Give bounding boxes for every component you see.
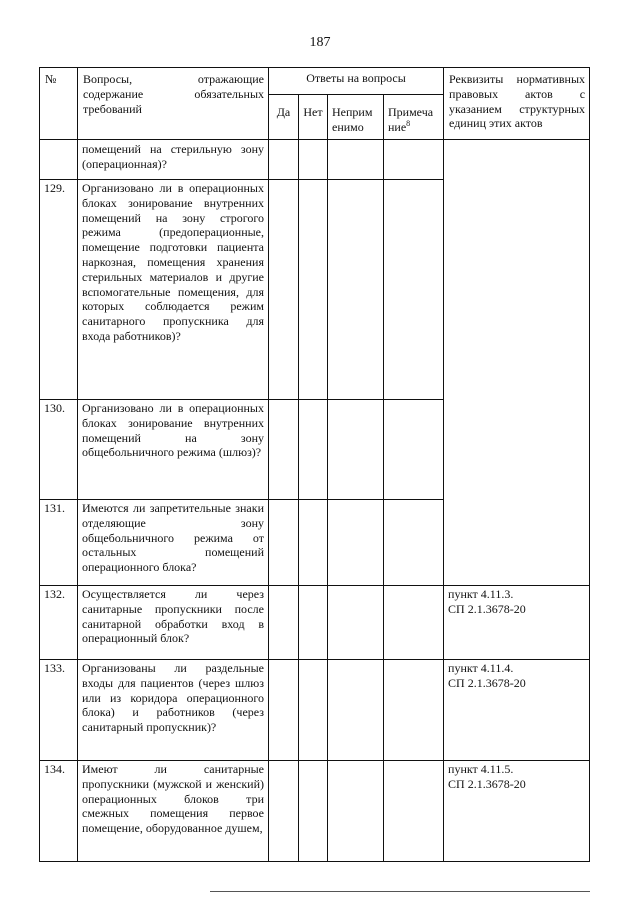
- answer-yes-cell[interactable]: [269, 500, 299, 586]
- row-number: 134.: [40, 761, 78, 862]
- header-number: №: [40, 68, 78, 140]
- header-note-footnote: 8: [406, 118, 411, 128]
- answer-na-cell[interactable]: [328, 400, 384, 500]
- row-question: Осуществляется ли через санитарные пропускники после санитарной обработки вход в операционный блок?: [78, 586, 269, 660]
- reference-act: СП 2.1.3678-20: [448, 601, 526, 616]
- answer-note-cell[interactable]: [384, 660, 444, 761]
- answer-yes-cell[interactable]: [269, 761, 299, 862]
- answer-note-cell[interactable]: [384, 500, 444, 586]
- reference-act: СП 2.1.3678-20: [448, 675, 526, 690]
- row-question: Имеют ли санитарные пропускники (мужской и женский) операционных блоков три смежных помещения первое помещение, оборудованное душем,: [78, 761, 269, 862]
- row-question: помещений на стерильную зону (операционная)?: [78, 140, 269, 180]
- page-bottom-rule: [210, 891, 590, 892]
- row-question: Организовано ли в операционных блоках зонирование внутренних помещений на зону общебольничного режима (шлюз)?: [78, 400, 269, 500]
- header-note-text: Примеча ние: [388, 105, 434, 134]
- row-question: Организовано ли в операционных блоках зонирование внутренних помещений на зону строгого режима (предоперационные, помещение подготовки пациента наркозная, помещения хранения стерильных материалов и другие вспомогательные помещения, для которых соблюдается режим санитарного пропускника для входа работников)?: [78, 180, 269, 400]
- header-references: Реквизиты нормативных правовых актов с указанием структурных единиц этих актов: [444, 68, 590, 140]
- answer-no-cell[interactable]: [299, 500, 328, 586]
- answer-no-cell[interactable]: [299, 180, 328, 400]
- answer-na-cell[interactable]: [328, 761, 384, 862]
- header-answers: Ответы на вопросы: [269, 68, 444, 95]
- header-note: [384, 95, 444, 140]
- row-number: [40, 140, 78, 180]
- answer-note-cell[interactable]: [384, 586, 444, 660]
- header-row-1: [40, 68, 590, 95]
- answer-note-cell[interactable]: [384, 180, 444, 400]
- reference-clause: пункт 4.11.4.: [448, 661, 514, 675]
- header-no: Нет: [299, 95, 328, 140]
- answer-na-cell[interactable]: [328, 140, 384, 180]
- table-row-continuation: [40, 140, 590, 180]
- page-number: 187: [309, 35, 331, 50]
- answer-na-cell[interactable]: [328, 180, 384, 400]
- answer-no-cell[interactable]: [299, 761, 328, 862]
- reference-act: СП 2.1.3678-20: [448, 776, 526, 791]
- table-row: [40, 660, 590, 761]
- row-references: [444, 660, 590, 761]
- answer-na-cell[interactable]: [328, 586, 384, 660]
- header-yes: Да: [269, 95, 299, 140]
- row-question: Имеются ли запретительные знаки отделяющие зону общебольничного режима от остальных помещений операционного блока?: [78, 500, 269, 586]
- answer-no-cell[interactable]: [299, 660, 328, 761]
- row-references-merged: [444, 140, 590, 586]
- answer-note-cell[interactable]: [384, 761, 444, 862]
- answer-yes-cell[interactable]: [269, 660, 299, 761]
- answer-no-cell[interactable]: [299, 586, 328, 660]
- answer-no-cell[interactable]: [299, 400, 328, 500]
- answer-yes-cell[interactable]: [269, 586, 299, 660]
- answer-note-cell[interactable]: [384, 140, 444, 180]
- answer-na-cell[interactable]: [328, 500, 384, 586]
- row-number: 129.: [40, 180, 78, 400]
- answer-note-cell[interactable]: [384, 400, 444, 500]
- header-question: Вопросы, отражающие содержание обязательных требований: [78, 68, 269, 140]
- row-number: 132.: [40, 586, 78, 660]
- table-row: [40, 586, 590, 660]
- answer-yes-cell[interactable]: [269, 140, 299, 180]
- row-references: [444, 761, 590, 862]
- row-number: 130.: [40, 400, 78, 500]
- row-number: 133.: [40, 660, 78, 761]
- row-number: 131.: [40, 500, 78, 586]
- row-question: Организованы ли раздельные входы для пациентов (через шлюз или из коридора операционного блока) и работников (через санитарный пропускник)?: [78, 660, 269, 761]
- answer-na-cell[interactable]: [328, 660, 384, 761]
- answer-no-cell[interactable]: [299, 140, 328, 180]
- reference-clause: пункт 4.11.5.: [448, 762, 514, 776]
- requirements-table: [39, 67, 590, 862]
- reference-clause: пункт 4.11.3.: [448, 587, 514, 601]
- answer-yes-cell[interactable]: [269, 400, 299, 500]
- table-row: [40, 761, 590, 862]
- row-references: [444, 586, 590, 660]
- answer-yes-cell[interactable]: [269, 180, 299, 400]
- header-not-applicable: Неприм енимо: [328, 95, 384, 140]
